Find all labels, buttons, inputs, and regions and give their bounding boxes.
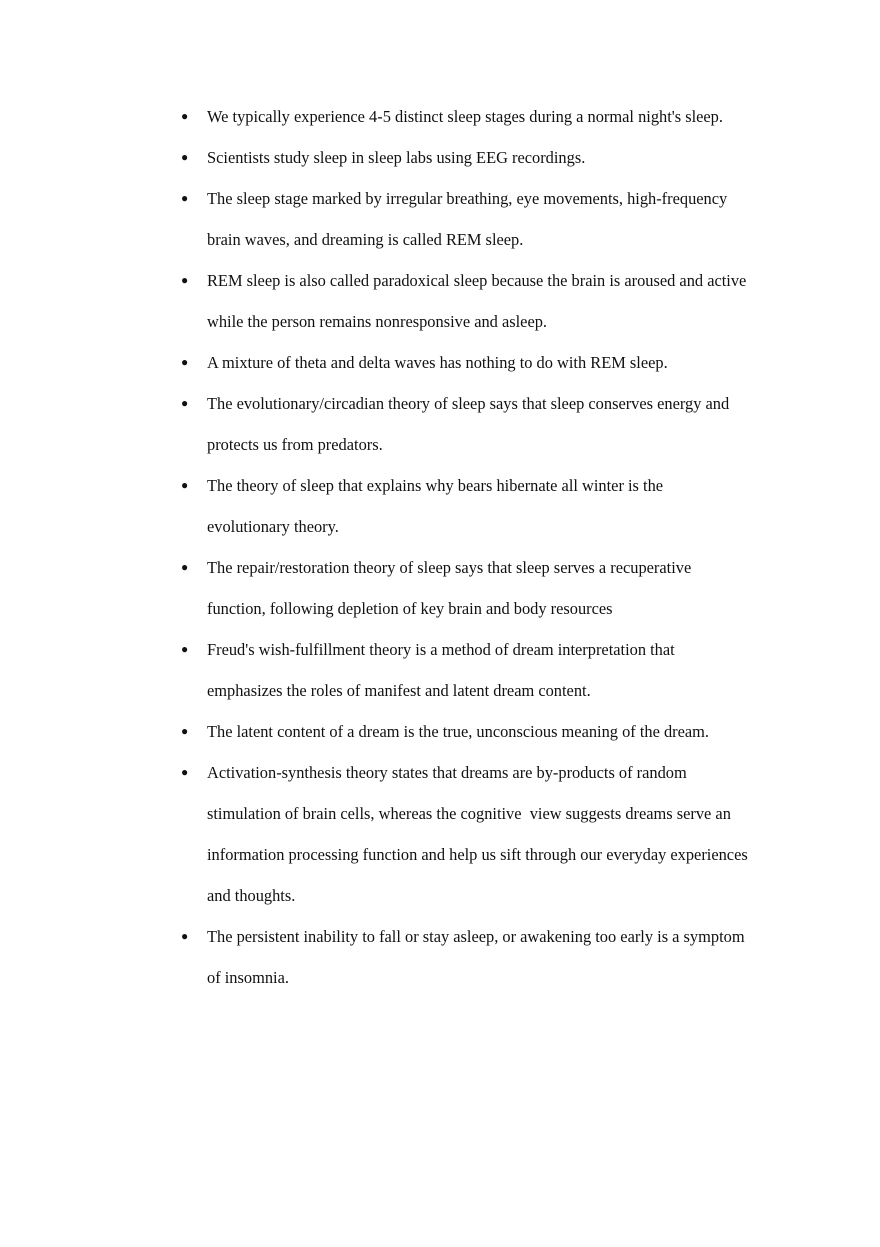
bullet-dot-icon: ● <box>181 109 189 123</box>
list-item <box>180 260 790 342</box>
list-item-line: of insomnia. <box>207 968 289 987</box>
list-item-line: The repair/restoration theory of sleep says that sleep serves a recuperative <box>207 558 692 577</box>
bullet-dot-icon: ● <box>181 560 189 574</box>
bullet-dot-icon: ● <box>181 478 189 492</box>
list-item-line: function, following depletion of key brain and body resources <box>207 599 613 618</box>
list-item <box>180 547 790 629</box>
list-item-line: information processing function and help us sift through our everyday experiences <box>207 845 748 864</box>
bullet-dot-icon: ● <box>181 724 189 738</box>
list-item-line: evolutionary theory. <box>207 517 339 536</box>
bullet-dot-icon: ● <box>181 929 189 943</box>
list-item <box>180 752 790 916</box>
list-item-line: Freud's wish-fulfillment theory is a method of dream interpretation that <box>207 640 675 659</box>
list-item-line: Activation-synthesis theory states that dreams are by-products of random <box>207 763 687 782</box>
bullet-dot-icon: ● <box>181 396 189 410</box>
list-item-line: and thoughts. <box>207 886 296 905</box>
list-item-line: The sleep stage marked by irregular breathing, eye movements, high-frequency <box>207 189 728 208</box>
list-item <box>180 178 790 260</box>
bullet-dot-icon: ● <box>181 273 189 287</box>
list-item <box>180 711 790 752</box>
list-item <box>180 342 790 383</box>
bullet-dot-icon: ● <box>181 642 189 656</box>
list-item-line: The latent content of a dream is the true, unconscious meaning of the dream. <box>207 722 710 741</box>
list-item-line: We typically experience 4-5 distinct sleep stages during a normal night's sleep. <box>207 107 723 126</box>
bullet-dot-icon: ● <box>181 191 189 205</box>
bullet-list <box>180 96 790 998</box>
list-item-line: The theory of sleep that explains why bears hibernate all winter is the <box>207 476 664 495</box>
list-item-line: emphasizes the roles of manifest and latent dream content. <box>207 681 591 700</box>
list-item-line: The persistent inability to fall or stay asleep, or awakening too early is a symptom <box>207 927 745 946</box>
list-item-line: A mixture of theta and delta waves has nothing to do with REM sleep. <box>207 353 668 372</box>
list-item <box>180 96 790 137</box>
list-item-line: protects us from predators. <box>207 435 383 454</box>
list-item <box>180 465 790 547</box>
list-item-line: while the person remains nonresponsive and asleep. <box>207 312 548 331</box>
list-item <box>180 383 790 465</box>
list-item <box>180 629 790 711</box>
list-item <box>180 137 790 178</box>
list-item-line: REM sleep is also called paradoxical sleep because the brain is aroused and active <box>207 271 747 290</box>
bullet-dot-icon: ● <box>181 355 189 369</box>
list-item-line: stimulation of brain cells, whereas the cognitive view suggests dreams serve an <box>207 804 731 823</box>
bullet-dot-icon: ● <box>181 150 189 164</box>
list-item <box>180 916 790 998</box>
list-item-line: brain waves, and dreaming is called REM sleep. <box>207 230 524 249</box>
list-item-line: Scientists study sleep in sleep labs using EEG recordings. <box>207 148 586 167</box>
bullet-dot-icon: ● <box>181 765 189 779</box>
list-item-line: The evolutionary/circadian theory of sleep says that sleep conserves energy and <box>207 394 730 413</box>
